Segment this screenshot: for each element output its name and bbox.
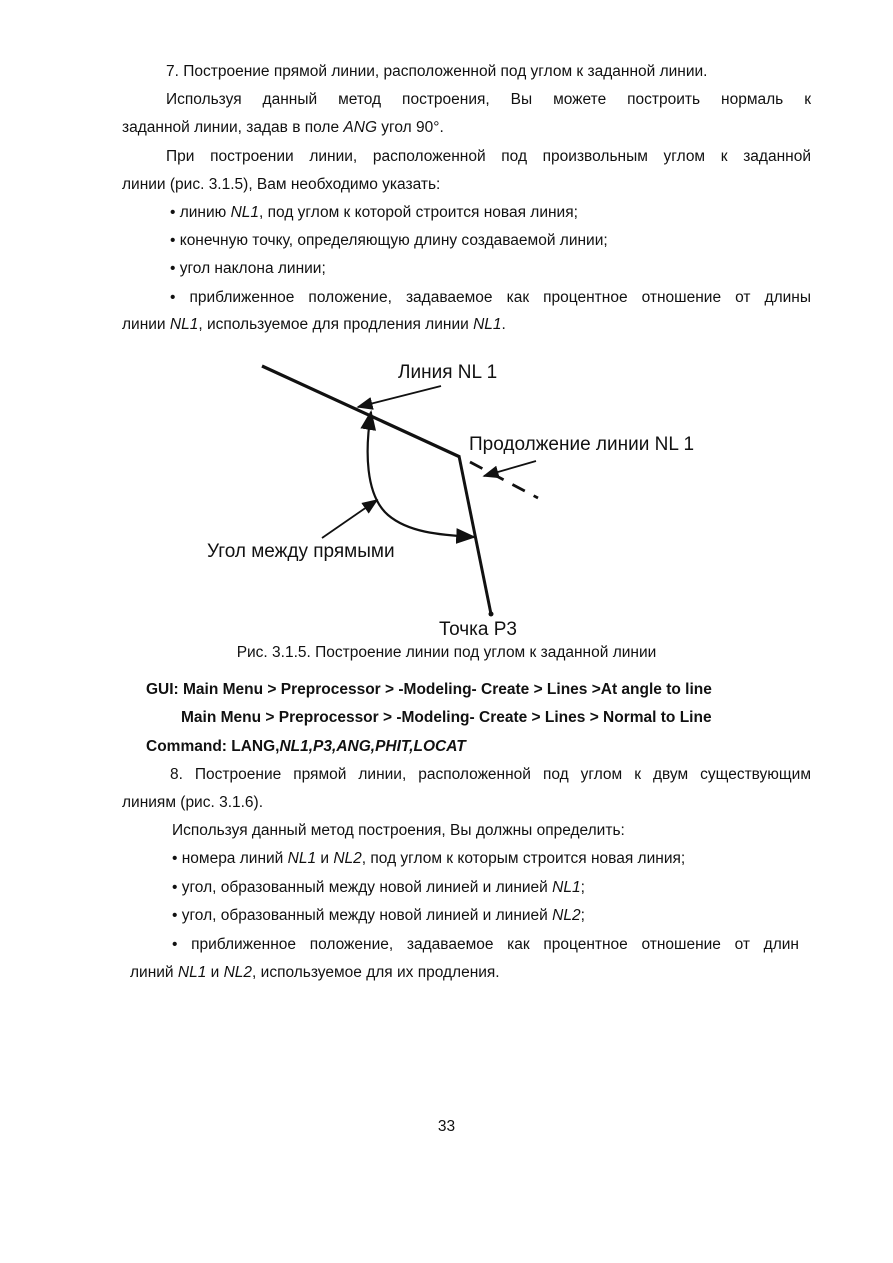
paragraph-line: При построении линии, расположенной под произвольным углом к заданной: [166, 148, 811, 165]
paragraph-line: Используя данный метод построения, Вы должны определить:: [172, 822, 625, 839]
section-8-heading-continuation: линиям (рис. 3.1.6).: [122, 794, 264, 811]
list-item-continuation: линий NL1 и NL2, используемое для их продления.: [130, 964, 500, 981]
label-line-nl1: Линия NL 1: [398, 362, 498, 383]
point-p3-marker: [489, 612, 494, 617]
list-item: • номера линий NL1 и NL2, под углом к которым строится новая линия;: [172, 850, 686, 867]
ang-field-name: ANG: [343, 119, 377, 136]
angle-arc: [368, 412, 474, 537]
section-8-heading: 8. Построение прямой линии, расположенной под углом к двум существующим: [170, 766, 811, 783]
list-item: • приближенное положение, задаваемое как процентное отношение от длин: [172, 936, 799, 953]
line-at-angle-diagram: [0, 345, 893, 645]
page-number: 33: [437, 1118, 456, 1135]
new-line-to-p3: [459, 456, 491, 614]
paragraph-line: линии (рис. 3.1.5), Вам необходимо указать:: [122, 176, 441, 193]
gui-path-line-2: Main Menu > Preprocessor > -Modeling- Create > Lines > Normal to Line: [181, 709, 712, 726]
gui-path-line-1: GUI: Main Menu > Preprocessor > -Modeling- Create > Lines >At angle to line: [146, 681, 712, 698]
paragraph-line: Используя данный метод построения, Вы можете построить нормаль к: [166, 91, 811, 108]
command-args: NL1,P3,ANG,PHIT,LOCAT: [279, 738, 466, 755]
label-angle: Угол между прямыми: [207, 541, 395, 562]
list-item: • угол наклона линии;: [170, 260, 326, 277]
paragraph-line: заданной линии, задав в поле ANG угол 90°.: [122, 119, 444, 136]
list-item: • конечную точку, определяющую длину создаваемой линии;: [170, 232, 608, 249]
list-item: • линию NL1, под углом к которой строится новая линия;: [170, 204, 578, 221]
list-item: • угол, образованный между новой линией и линией NL1;: [172, 879, 585, 896]
section-7-heading: 7. Построение прямой линии, расположенной под углом к заданной линии.: [166, 63, 708, 80]
list-item-continuation: линии NL1, используемое для продления линии NL1.: [122, 316, 506, 333]
pointer-arrow-extension: [484, 461, 536, 476]
pointer-arrow-line: [358, 386, 441, 407]
command-line: Command: LANG,NL1,P3,ANG,PHIT,LOCAT: [146, 738, 466, 755]
label-point-p3: Точка P3: [439, 619, 517, 640]
figure-caption: Рис. 3.1.5. Построение линии под углом к заданной линии: [236, 644, 657, 661]
list-item: • угол, образованный между новой линией и линией NL2;: [172, 907, 585, 924]
pointer-arrow-angle: [322, 500, 377, 538]
label-nl1-extension: Продолжение линии NL 1: [469, 434, 695, 455]
list-item: • приближенное положение, задаваемое как процентное отношение от длины: [170, 289, 811, 306]
line-nl1-extension: [470, 462, 538, 498]
